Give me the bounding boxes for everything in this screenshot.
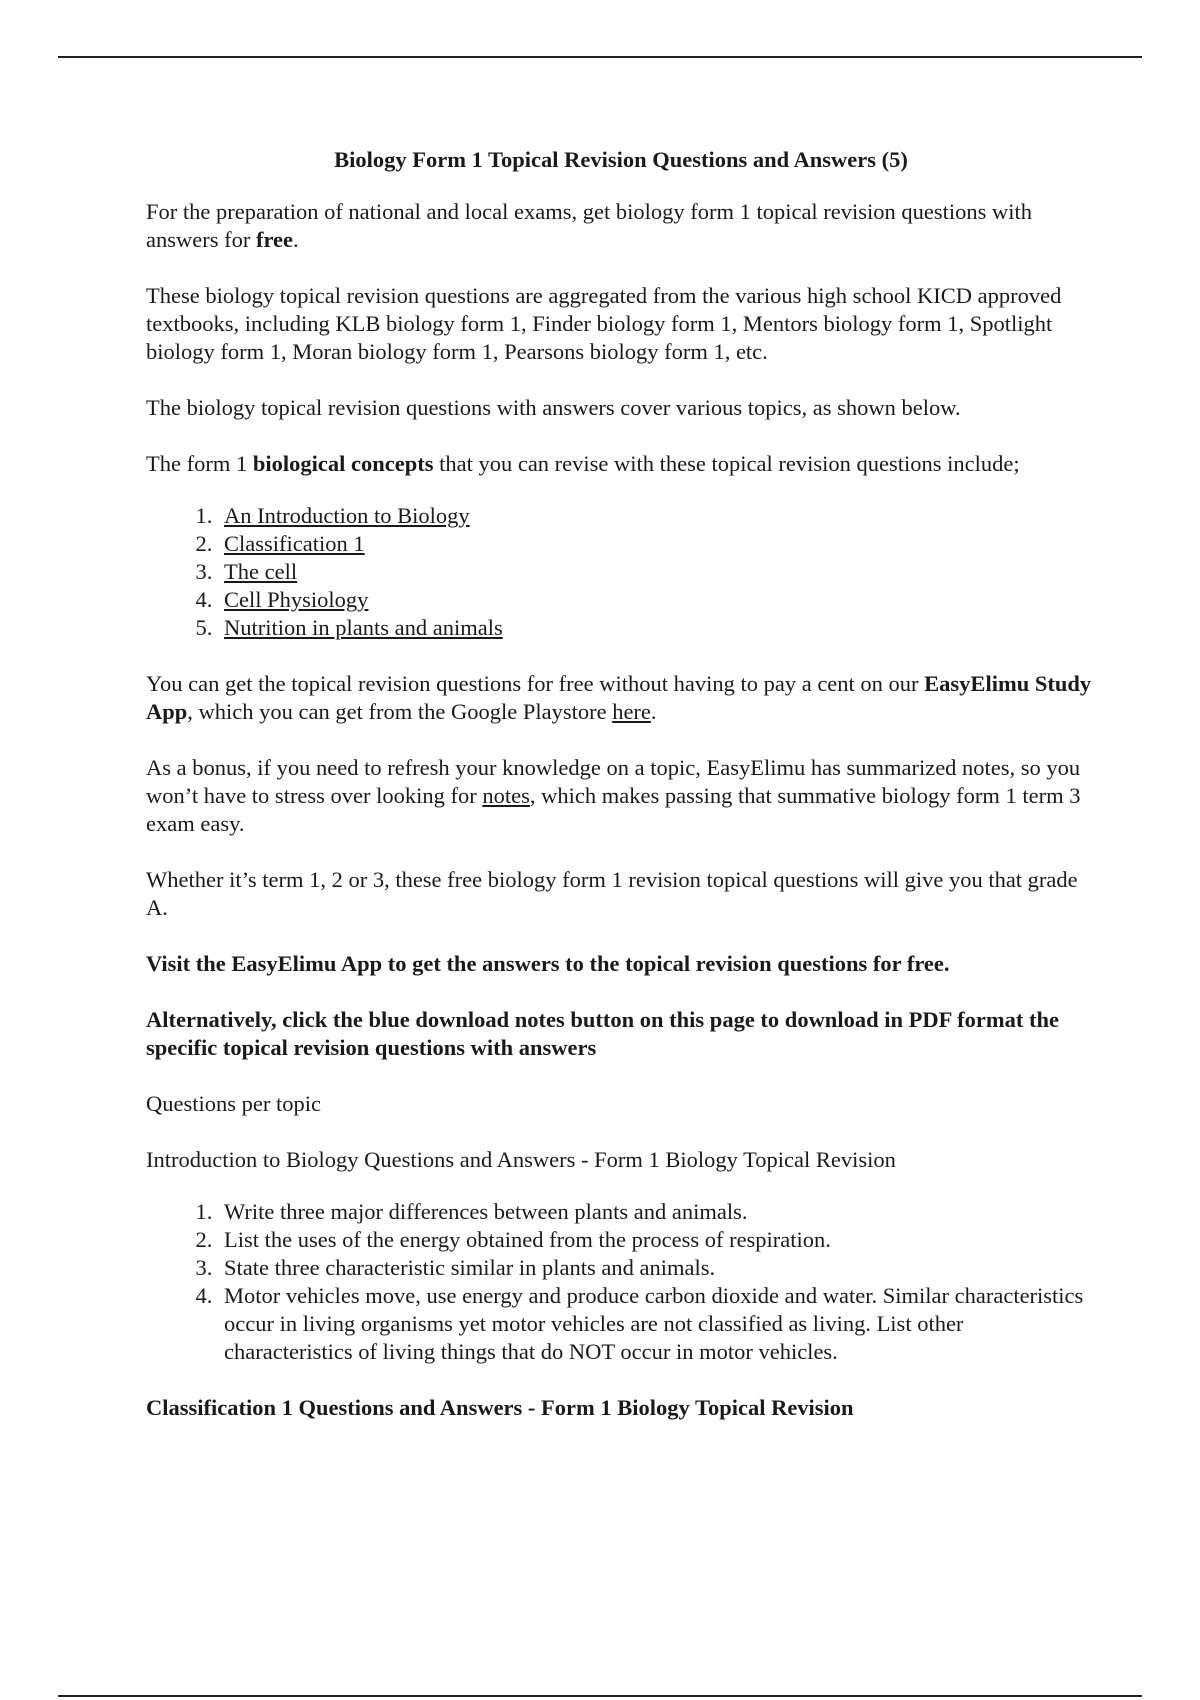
- app-text: You can get the topical revision questions for free without having to pay a cent on our: [146, 671, 925, 696]
- visit-paragraph: Visit the EasyElimu App to get the answers to the topical revision questions for free.: [146, 951, 950, 976]
- list-item: [218, 558, 1096, 586]
- intro-text-end: .: [293, 227, 299, 252]
- app-text-end: .: [650, 699, 657, 724]
- playstore-here-link[interactable]: here: [612, 699, 651, 724]
- list-item: 4. Motor vehicles move, use energy and produce carbon dioxide and water. Similar characteristics occur in living organisms yet motor vehicles are not classified as living. List other characteristics of living things that do NOT occur in motor vehicles.: [218, 1282, 1096, 1366]
- concepts-text-end: that you can revise with these topical revision questions include;: [433, 451, 1020, 476]
- app-paragraph: [146, 670, 1096, 726]
- intro-paragraph: [146, 198, 1096, 254]
- concepts-bold: biological concepts: [252, 451, 434, 476]
- bonus-text-end: , which makes passing that summative biology form 1 term 3 exam easy.: [146, 783, 1081, 836]
- list-item: [218, 586, 1096, 614]
- list-item: 3. State three characteristic similar in plants and animals.: [218, 1254, 1096, 1282]
- list-item: 1. Write three major differences between plants and animals.: [218, 1198, 1096, 1226]
- intro-free-bold: free: [255, 227, 294, 252]
- document-body: [146, 146, 1096, 1450]
- section-heading-introduction: Introduction to Biology Questions and Answers - Form 1 Biology Topical Revision: [146, 1147, 896, 1172]
- concepts-text: The form 1: [146, 451, 253, 476]
- notes-link[interactable]: notes: [482, 783, 530, 808]
- app-name-bold: EasyElimu Study App: [146, 671, 1092, 724]
- concepts-paragraph: [146, 450, 1096, 478]
- intro-text: For the preparation of national and local exams, get biology form 1 topical revision questions with answers for: [146, 199, 1033, 252]
- top-rule: [58, 56, 1142, 58]
- bonus-text: As a bonus, if you need to refresh your knowledge on a topic, EasyElimu has summarized notes, so you won’t have to stress over looking for: [146, 755, 1081, 808]
- list-item: [218, 614, 1096, 642]
- list-item: [218, 530, 1096, 558]
- list-item: [218, 502, 1096, 530]
- section-heading-classification: Classification 1 Questions and Answers - Form 1 Biology Topical Revision: [146, 1395, 854, 1420]
- topics-paragraph: The biology topical revision questions with answers cover various topics, as shown below.: [146, 395, 961, 420]
- term-paragraph: Whether it’s term 1, 2 or 3, these free biology form 1 revision topical questions will give you that grade A.: [146, 867, 1078, 920]
- list-item: 2. List the uses of the energy obtained from the process of respiration.: [218, 1226, 1096, 1254]
- bottom-rule: [58, 1695, 1142, 1697]
- topic-link-nutrition[interactable]: Nutrition in plants and animals: [224, 615, 503, 640]
- bonus-paragraph: [146, 754, 1096, 838]
- questions-per-topic: Questions per topic: [146, 1091, 321, 1116]
- intro-question-list: [146, 1198, 1096, 1366]
- topic-link-cell-physiology[interactable]: Cell Physiology: [224, 587, 369, 612]
- download-paragraph: Alternatively, click the blue download notes button on this page to download in PDF format the specific topical revision questions with answers: [146, 1007, 1059, 1060]
- topic-link-cell[interactable]: The cell: [224, 559, 298, 584]
- textbooks-paragraph: These biology topical revision questions are aggregated from the various high school KICD approved textbooks, including KLB biology form 1, Finder biology form 1, Mentors biology form 1, Spotlight biology form 1, Moran biology form 1, Pearsons biology form 1, etc.: [146, 283, 1062, 364]
- app-text-middle: , which you can get from the Google Playstore: [187, 699, 613, 724]
- topic-link-list: [146, 502, 1096, 642]
- topic-link-classification[interactable]: Classification 1: [224, 531, 365, 556]
- topic-link-introduction[interactable]: An Introduction to Biology: [224, 503, 470, 528]
- page-title: Biology Form 1 Topical Revision Questions and Answers (5): [334, 147, 908, 172]
